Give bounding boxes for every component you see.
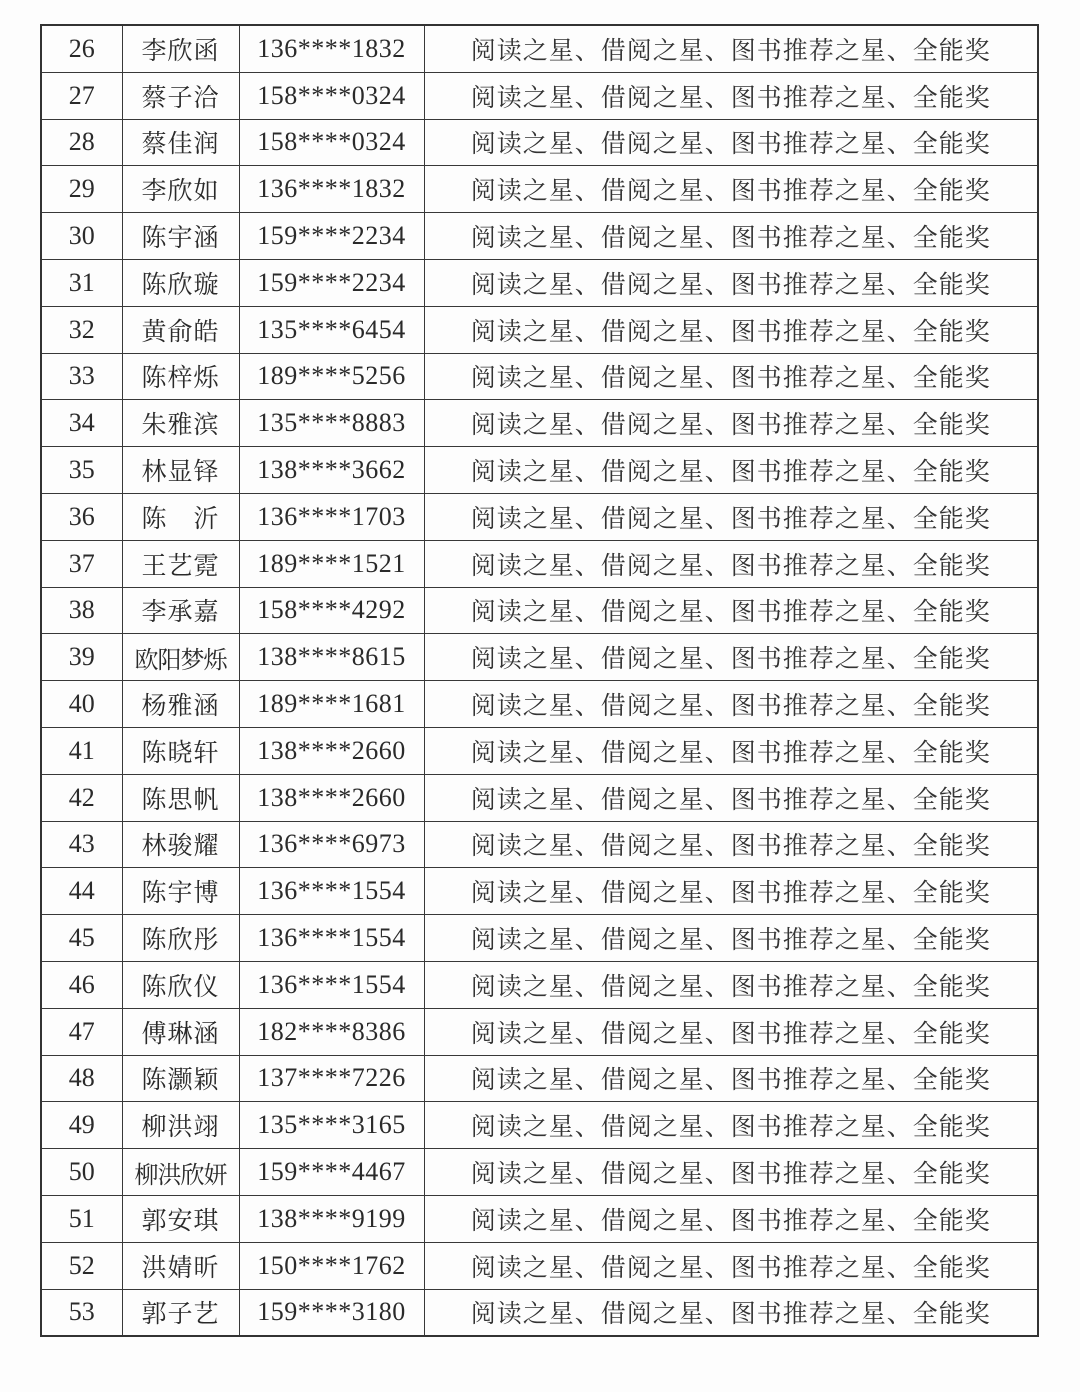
award-list-table xyxy=(40,24,1039,1337)
phone-number: 136****1554 xyxy=(239,961,424,1008)
table-row xyxy=(41,1102,1038,1149)
table-row xyxy=(41,774,1038,821)
row-number: 53 xyxy=(41,1289,122,1336)
award-list: 阅读之星、借阅之星、图书推荐之星、全能奖 xyxy=(424,1102,1038,1149)
student-name: 傅琳涵 xyxy=(122,1008,239,1055)
award-list: 阅读之星、借阅之星、图书推荐之星、全能奖 xyxy=(424,72,1038,119)
row-number: 42 xyxy=(41,774,122,821)
row-number: 50 xyxy=(41,1149,122,1196)
table-row xyxy=(41,915,1038,962)
phone-number: 189****1681 xyxy=(239,681,424,728)
student-name: 郭安琪 xyxy=(122,1195,239,1242)
student-name: 蔡子洽 xyxy=(122,72,239,119)
phone-number: 137****7226 xyxy=(239,1055,424,1102)
row-number: 30 xyxy=(41,213,122,260)
table-row xyxy=(41,306,1038,353)
phone-number: 135****6454 xyxy=(239,306,424,353)
student-name: 柳洪翊 xyxy=(122,1102,239,1149)
award-list: 阅读之星、借阅之星、图书推荐之星、全能奖 xyxy=(424,1195,1038,1242)
phone-number: 150****1762 xyxy=(239,1242,424,1289)
student-name: 柳洪欣妍 xyxy=(122,1149,239,1196)
row-number: 43 xyxy=(41,821,122,868)
award-list: 阅读之星、借阅之星、图书推荐之星、全能奖 xyxy=(424,1242,1038,1289)
student-name: 李欣如 xyxy=(122,166,239,213)
phone-number: 136****1832 xyxy=(239,166,424,213)
phone-number: 135****3165 xyxy=(239,1102,424,1149)
award-list: 阅读之星、借阅之星、图书推荐之星、全能奖 xyxy=(424,119,1038,166)
award-list: 阅读之星、借阅之星、图书推荐之星、全能奖 xyxy=(424,727,1038,774)
phone-number: 135****8883 xyxy=(239,400,424,447)
table-row xyxy=(41,727,1038,774)
award-list: 阅读之星、借阅之星、图书推荐之星、全能奖 xyxy=(424,259,1038,306)
row-number: 46 xyxy=(41,961,122,1008)
phone-number: 138****9199 xyxy=(239,1195,424,1242)
award-list: 阅读之星、借阅之星、图书推荐之星、全能奖 xyxy=(424,306,1038,353)
row-number: 36 xyxy=(41,493,122,540)
row-number: 47 xyxy=(41,1008,122,1055)
award-list: 阅读之星、借阅之星、图书推荐之星、全能奖 xyxy=(424,493,1038,540)
student-name: 李欣函 xyxy=(122,25,239,72)
row-number: 28 xyxy=(41,119,122,166)
award-list: 阅读之星、借阅之星、图书推荐之星、全能奖 xyxy=(424,587,1038,634)
student-name: 陈宇博 xyxy=(122,868,239,915)
phone-number: 158****4292 xyxy=(239,587,424,634)
award-list: 阅读之星、借阅之星、图书推荐之星、全能奖 xyxy=(424,1149,1038,1196)
student-name: 洪婧昕 xyxy=(122,1242,239,1289)
phone-number: 136****1554 xyxy=(239,915,424,962)
student-name: 李承嘉 xyxy=(122,587,239,634)
row-number: 29 xyxy=(41,166,122,213)
student-name: 黄俞皓 xyxy=(122,306,239,353)
phone-number: 136****1554 xyxy=(239,868,424,915)
award-list: 阅读之星、借阅之星、图书推荐之星、全能奖 xyxy=(424,213,1038,260)
row-number: 35 xyxy=(41,447,122,494)
student-name: 林骏耀 xyxy=(122,821,239,868)
table-row xyxy=(41,119,1038,166)
award-list: 阅读之星、借阅之星、图书推荐之星、全能奖 xyxy=(424,868,1038,915)
award-list: 阅读之星、借阅之星、图书推荐之星、全能奖 xyxy=(424,774,1038,821)
phone-number: 159****2234 xyxy=(239,259,424,306)
award-list: 阅读之星、借阅之星、图书推荐之星、全能奖 xyxy=(424,634,1038,681)
phone-number: 189****5256 xyxy=(239,353,424,400)
table-row xyxy=(41,1242,1038,1289)
row-number: 37 xyxy=(41,540,122,587)
student-name: 林显铎 xyxy=(122,447,239,494)
award-list: 阅读之星、借阅之星、图书推荐之星、全能奖 xyxy=(424,25,1038,72)
row-number: 45 xyxy=(41,915,122,962)
table-body xyxy=(41,25,1038,1336)
row-number: 34 xyxy=(41,400,122,447)
table-row xyxy=(41,166,1038,213)
phone-number: 138****8615 xyxy=(239,634,424,681)
table-row xyxy=(41,1195,1038,1242)
award-list: 阅读之星、借阅之星、图书推荐之星、全能奖 xyxy=(424,961,1038,1008)
phone-number: 189****1521 xyxy=(239,540,424,587)
table-row xyxy=(41,1008,1038,1055)
student-name: 朱雅滨 xyxy=(122,400,239,447)
table-row xyxy=(41,447,1038,494)
table-row xyxy=(41,868,1038,915)
table-row xyxy=(41,213,1038,260)
student-name: 王艺霓 xyxy=(122,540,239,587)
award-list: 阅读之星、借阅之星、图书推荐之星、全能奖 xyxy=(424,166,1038,213)
award-list: 阅读之星、借阅之星、图书推荐之星、全能奖 xyxy=(424,1055,1038,1102)
row-number: 52 xyxy=(41,1242,122,1289)
phone-number: 182****8386 xyxy=(239,1008,424,1055)
table-row xyxy=(41,400,1038,447)
student-name: 陈思帆 xyxy=(122,774,239,821)
row-number: 49 xyxy=(41,1102,122,1149)
row-number: 26 xyxy=(41,25,122,72)
phone-number: 159****4467 xyxy=(239,1149,424,1196)
phone-number: 136****1703 xyxy=(239,493,424,540)
phone-number: 159****3180 xyxy=(239,1289,424,1336)
row-number: 44 xyxy=(41,868,122,915)
row-number: 32 xyxy=(41,306,122,353)
phone-number: 136****6973 xyxy=(239,821,424,868)
table-row xyxy=(41,259,1038,306)
award-list: 阅读之星、借阅之星、图书推荐之星、全能奖 xyxy=(424,1008,1038,1055)
table-row xyxy=(41,1055,1038,1102)
award-list: 阅读之星、借阅之星、图书推荐之星、全能奖 xyxy=(424,1289,1038,1336)
phone-number: 138****2660 xyxy=(239,727,424,774)
row-number: 41 xyxy=(41,727,122,774)
student-name: 蔡佳润 xyxy=(122,119,239,166)
row-number: 27 xyxy=(41,72,122,119)
student-name: 陈 沂 xyxy=(122,493,239,540)
student-name: 陈梓烁 xyxy=(122,353,239,400)
row-number: 51 xyxy=(41,1195,122,1242)
table-row xyxy=(41,1149,1038,1196)
phone-number: 158****0324 xyxy=(239,72,424,119)
table-row xyxy=(41,821,1038,868)
phone-number: 136****1832 xyxy=(239,25,424,72)
award-list: 阅读之星、借阅之星、图书推荐之星、全能奖 xyxy=(424,447,1038,494)
student-name: 欧阳梦烁 xyxy=(122,634,239,681)
table-row xyxy=(41,25,1038,72)
row-number: 38 xyxy=(41,587,122,634)
table-row xyxy=(41,493,1038,540)
award-list: 阅读之星、借阅之星、图书推荐之星、全能奖 xyxy=(424,400,1038,447)
phone-number: 158****0324 xyxy=(239,119,424,166)
row-number: 39 xyxy=(41,634,122,681)
phone-number: 159****2234 xyxy=(239,213,424,260)
row-number: 33 xyxy=(41,353,122,400)
award-list: 阅读之星、借阅之星、图书推荐之星、全能奖 xyxy=(424,540,1038,587)
row-number: 48 xyxy=(41,1055,122,1102)
phone-number: 138****3662 xyxy=(239,447,424,494)
row-number: 31 xyxy=(41,259,122,306)
student-name: 陈欣彤 xyxy=(122,915,239,962)
table-row xyxy=(41,540,1038,587)
table-row xyxy=(41,634,1038,681)
student-name: 陈欣璇 xyxy=(122,259,239,306)
table-row xyxy=(41,72,1038,119)
table-row xyxy=(41,681,1038,728)
table-row xyxy=(41,587,1038,634)
award-list: 阅读之星、借阅之星、图书推荐之星、全能奖 xyxy=(424,353,1038,400)
row-number: 40 xyxy=(41,681,122,728)
student-name: 陈晓轩 xyxy=(122,727,239,774)
student-name: 郭子艺 xyxy=(122,1289,239,1336)
student-name: 陈欣仪 xyxy=(122,961,239,1008)
table-row xyxy=(41,353,1038,400)
student-name: 陈宇涵 xyxy=(122,213,239,260)
award-list: 阅读之星、借阅之星、图书推荐之星、全能奖 xyxy=(424,821,1038,868)
student-name: 杨雅涵 xyxy=(122,681,239,728)
phone-number: 138****2660 xyxy=(239,774,424,821)
award-list: 阅读之星、借阅之星、图书推荐之星、全能奖 xyxy=(424,681,1038,728)
award-list: 阅读之星、借阅之星、图书推荐之星、全能奖 xyxy=(424,915,1038,962)
student-name: 陈灏颖 xyxy=(122,1055,239,1102)
table-row xyxy=(41,961,1038,1008)
table-row xyxy=(41,1289,1038,1336)
